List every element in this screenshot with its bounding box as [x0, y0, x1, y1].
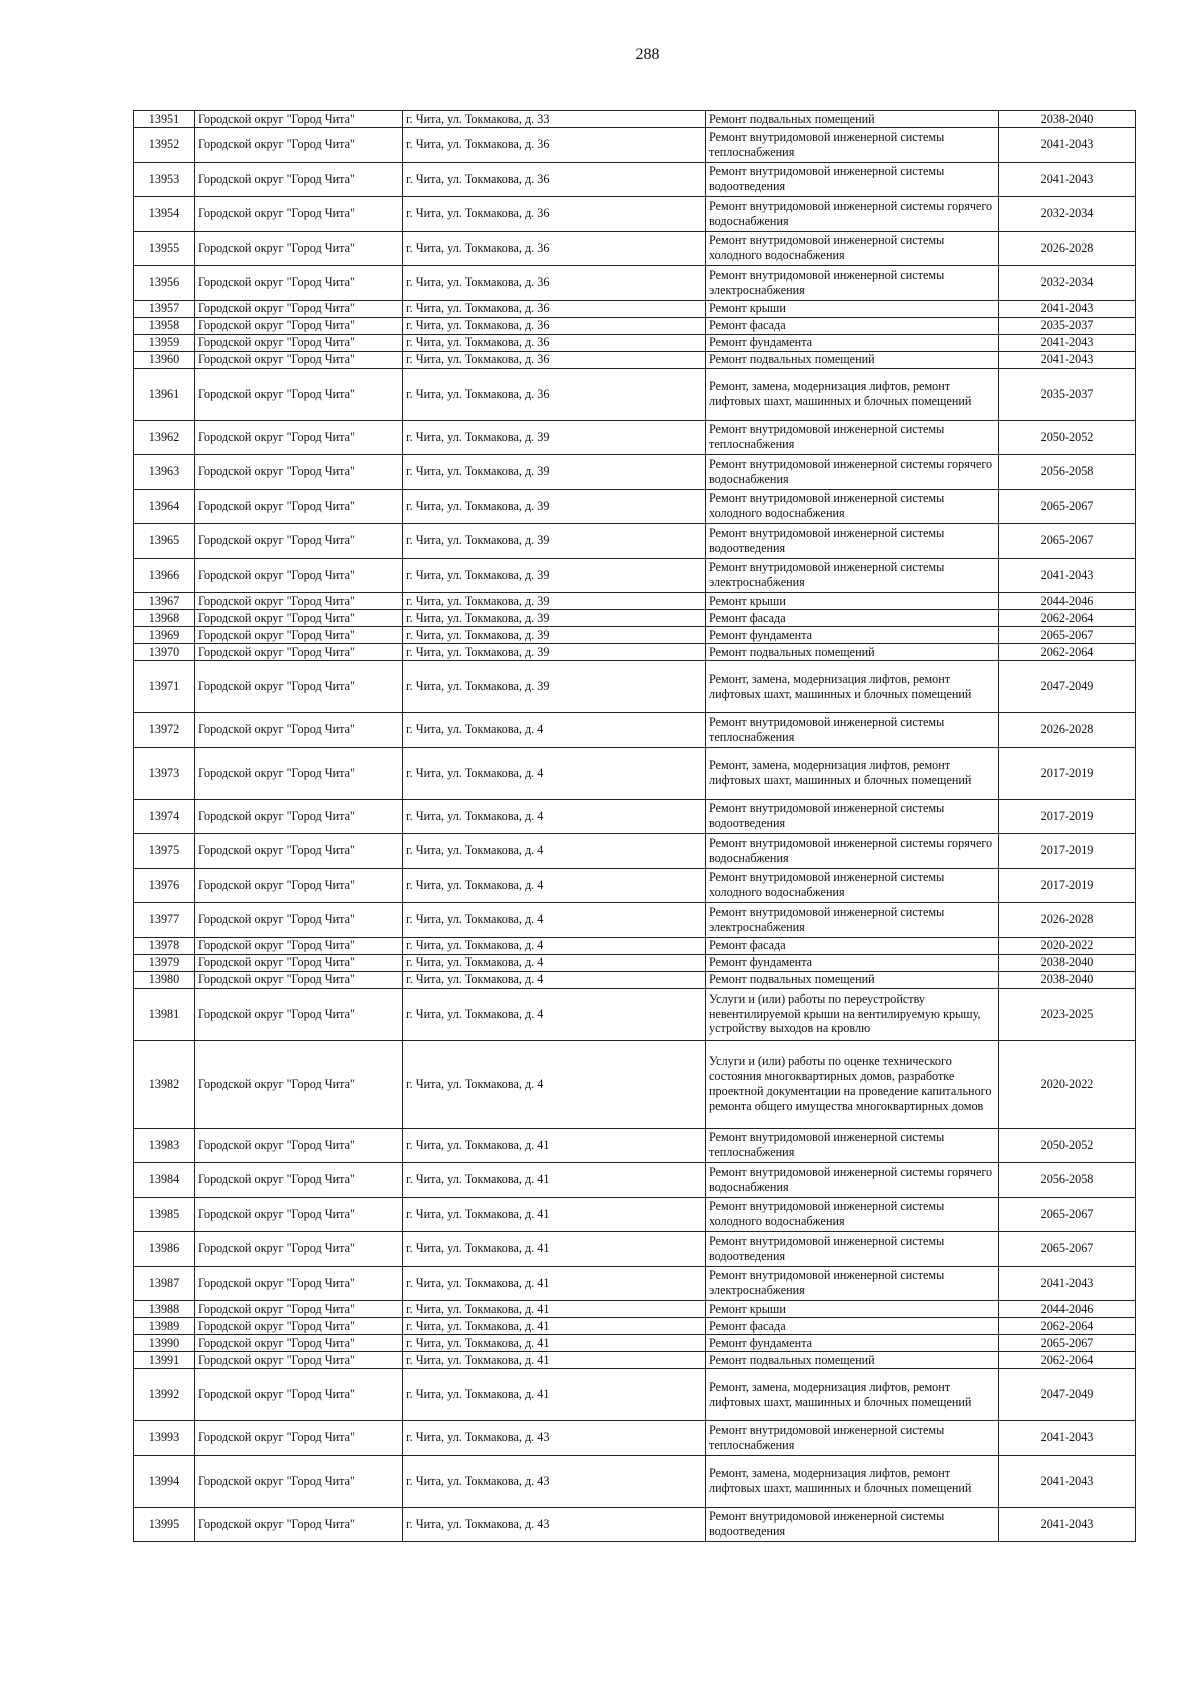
address-cell: г. Чита, ул. Токмакова, д. 4	[403, 937, 706, 954]
address-cell: г. Чита, ул. Токмакова, д. 41	[403, 1232, 706, 1267]
table-row	[134, 1421, 1136, 1456]
municipality-cell: Городской округ "Город Чита"	[195, 1301, 403, 1318]
row-number: 13963	[134, 455, 195, 490]
municipality-cell: Городской округ "Город Чита"	[195, 834, 403, 869]
row-number: 13993	[134, 1421, 195, 1456]
table-row	[134, 954, 1136, 971]
municipality-cell: Городской округ "Город Чита"	[195, 713, 403, 748]
period-cell: 2020-2022	[999, 937, 1136, 954]
work-type-cell: Ремонт внутридомовой инженерной системы горячего водоснабжения	[706, 197, 999, 232]
period-cell: 2044-2046	[999, 593, 1136, 610]
work-type-cell: Услуги и (или) работы по переустройству невентилируемой крыши на вентилируемую крышу, устройству выходов на кровлю	[706, 988, 999, 1040]
address-cell: г. Чита, ул. Токмакова, д. 41	[403, 1301, 706, 1318]
table-row	[134, 1352, 1136, 1369]
municipality-cell: Городской округ "Город Чита"	[195, 1163, 403, 1198]
work-type-cell: Ремонт, замена, модернизация лифтов, ремонт лифтовых шахт, машинных и блочных помещений	[706, 661, 999, 713]
municipality-cell: Городской округ "Город Чита"	[195, 1197, 403, 1232]
address-cell: г. Чита, ул. Токмакова, д. 36	[403, 266, 706, 301]
table-row	[134, 524, 1136, 559]
municipality-cell: Городской округ "Город Чита"	[195, 593, 403, 610]
period-cell: 2041-2043	[999, 1455, 1136, 1507]
municipality-cell: Городской округ "Город Чита"	[195, 799, 403, 834]
period-cell: 2062-2064	[999, 610, 1136, 627]
municipality-cell: Городской округ "Город Чита"	[195, 868, 403, 903]
row-number: 13982	[134, 1040, 195, 1128]
period-cell: 2026-2028	[999, 231, 1136, 266]
address-cell: г. Чита, ул. Токмакова, д. 4	[403, 868, 706, 903]
municipality-cell: Городской округ "Город Чита"	[195, 351, 403, 368]
work-type-cell: Ремонт внутридомовой инженерной системы теплоснабжения	[706, 420, 999, 455]
period-cell: 2041-2043	[999, 351, 1136, 368]
address-cell: г. Чита, ул. Токмакова, д. 4	[403, 1040, 706, 1128]
period-cell: 2026-2028	[999, 713, 1136, 748]
row-number: 13980	[134, 971, 195, 988]
table-row	[134, 610, 1136, 627]
table-row	[134, 420, 1136, 455]
row-number: 13989	[134, 1318, 195, 1335]
period-cell: 2041-2043	[999, 162, 1136, 197]
row-number: 13970	[134, 644, 195, 661]
table-row	[134, 799, 1136, 834]
address-cell: г. Чита, ул. Токмакова, д. 39	[403, 661, 706, 713]
address-cell: г. Чита, ул. Токмакова, д. 4	[403, 954, 706, 971]
municipality-cell: Городской округ "Город Чита"	[195, 644, 403, 661]
period-cell: 2041-2043	[999, 128, 1136, 163]
table-row	[134, 644, 1136, 661]
address-cell: г. Чита, ул. Токмакова, д. 39	[403, 558, 706, 593]
municipality-cell: Городской округ "Город Чита"	[195, 266, 403, 301]
municipality-cell: Городской округ "Город Чита"	[195, 162, 403, 197]
table-row	[134, 834, 1136, 869]
row-number: 13961	[134, 368, 195, 420]
table-row	[134, 368, 1136, 420]
table-row	[134, 1301, 1136, 1318]
municipality-cell: Городской округ "Город Чита"	[195, 231, 403, 266]
table-row	[134, 1455, 1136, 1507]
row-number: 13955	[134, 231, 195, 266]
address-cell: г. Чита, ул. Токмакова, д. 36	[403, 162, 706, 197]
table-row	[134, 266, 1136, 301]
table-row	[134, 300, 1136, 317]
period-cell: 2041-2043	[999, 1421, 1136, 1456]
work-type-cell: Ремонт внутридомовой инженерной системы водоотведения	[706, 799, 999, 834]
period-cell: 2041-2043	[999, 1507, 1136, 1542]
period-cell: 2065-2067	[999, 627, 1136, 644]
table-row	[134, 937, 1136, 954]
municipality-cell: Городской округ "Город Чита"	[195, 111, 403, 128]
municipality-cell: Городской округ "Город Чита"	[195, 489, 403, 524]
row-number: 13960	[134, 351, 195, 368]
row-number: 13967	[134, 593, 195, 610]
address-cell: г. Чита, ул. Токмакова, д. 4	[403, 747, 706, 799]
work-type-cell: Ремонт внутридомовой инженерной системы водоотведения	[706, 524, 999, 559]
table-row	[134, 162, 1136, 197]
row-number: 13953	[134, 162, 195, 197]
municipality-cell: Городской округ "Город Чита"	[195, 1421, 403, 1456]
period-cell: 2026-2028	[999, 903, 1136, 938]
work-type-cell: Ремонт внутридомовой инженерной системы теплоснабжения	[706, 713, 999, 748]
table-row	[134, 334, 1136, 351]
work-type-cell: Ремонт, замена, модернизация лифтов, ремонт лифтовых шахт, машинных и блочных помещений	[706, 368, 999, 420]
work-type-cell: Ремонт фундамента	[706, 334, 999, 351]
work-type-cell: Ремонт внутридомовой инженерной системы водоотведения	[706, 1507, 999, 1542]
address-cell: г. Чита, ул. Токмакова, д. 4	[403, 713, 706, 748]
municipality-cell: Городской округ "Город Чита"	[195, 558, 403, 593]
table-row	[134, 1128, 1136, 1163]
period-cell: 2062-2064	[999, 1318, 1136, 1335]
period-cell: 2065-2067	[999, 489, 1136, 524]
period-cell: 2020-2022	[999, 1040, 1136, 1128]
row-number: 13981	[134, 988, 195, 1040]
municipality-cell: Городской округ "Город Чита"	[195, 954, 403, 971]
work-type-cell: Ремонт внутридомовой инженерной системы холодного водоснабжения	[706, 489, 999, 524]
work-type-cell: Ремонт внутридомовой инженерной системы теплоснабжения	[706, 1421, 999, 1456]
row-number: 13952	[134, 128, 195, 163]
table-row	[134, 868, 1136, 903]
period-cell: 2065-2067	[999, 524, 1136, 559]
address-cell: г. Чита, ул. Токмакова, д. 36	[403, 317, 706, 334]
table-row	[134, 128, 1136, 163]
row-number: 13986	[134, 1232, 195, 1267]
work-type-cell: Ремонт фасада	[706, 317, 999, 334]
municipality-cell: Городской округ "Город Чита"	[195, 128, 403, 163]
period-cell: 2062-2064	[999, 644, 1136, 661]
address-cell: г. Чита, ул. Токмакова, д. 43	[403, 1421, 706, 1456]
period-cell: 2041-2043	[999, 300, 1136, 317]
municipality-cell: Городской округ "Город Чита"	[195, 1455, 403, 1507]
row-number: 13988	[134, 1301, 195, 1318]
address-cell: г. Чита, ул. Токмакова, д. 39	[403, 420, 706, 455]
work-type-cell: Ремонт подвальных помещений	[706, 1352, 999, 1369]
table-row	[134, 1163, 1136, 1198]
work-type-cell: Ремонт крыши	[706, 593, 999, 610]
period-cell: 2035-2037	[999, 317, 1136, 334]
row-number: 13978	[134, 937, 195, 954]
table-row	[134, 1197, 1136, 1232]
row-number: 13972	[134, 713, 195, 748]
address-cell: г. Чита, ул. Токмакова, д. 4	[403, 971, 706, 988]
row-number: 13958	[134, 317, 195, 334]
municipality-cell: Городской округ "Город Чита"	[195, 988, 403, 1040]
row-number: 13995	[134, 1507, 195, 1542]
municipality-cell: Городской округ "Город Чита"	[195, 747, 403, 799]
period-cell: 2038-2040	[999, 954, 1136, 971]
work-type-cell: Ремонт внутридомовой инженерной системы водоотведения	[706, 1232, 999, 1267]
address-cell: г. Чита, ул. Токмакова, д. 41	[403, 1163, 706, 1198]
work-type-cell: Ремонт внутридомовой инженерной системы теплоснабжения	[706, 128, 999, 163]
period-cell: 2056-2058	[999, 1163, 1136, 1198]
row-number: 13976	[134, 868, 195, 903]
table-row	[134, 971, 1136, 988]
period-cell: 2047-2049	[999, 661, 1136, 713]
row-number: 13951	[134, 111, 195, 128]
municipality-cell: Городской округ "Город Чита"	[195, 661, 403, 713]
municipality-cell: Городской округ "Город Чита"	[195, 524, 403, 559]
work-type-cell: Ремонт, замена, модернизация лифтов, ремонт лифтовых шахт, машинных и блочных помещений	[706, 747, 999, 799]
period-cell: 2017-2019	[999, 868, 1136, 903]
address-cell: г. Чита, ул. Токмакова, д. 36	[403, 197, 706, 232]
table-row	[134, 351, 1136, 368]
row-number: 13959	[134, 334, 195, 351]
work-type-cell: Ремонт подвальных помещений	[706, 111, 999, 128]
table-row	[134, 1318, 1136, 1335]
period-cell: 2050-2052	[999, 1128, 1136, 1163]
table-row	[134, 1507, 1136, 1542]
municipality-cell: Городской округ "Город Чита"	[195, 610, 403, 627]
municipality-cell: Городской округ "Город Чита"	[195, 1369, 403, 1421]
municipality-cell: Городской округ "Город Чита"	[195, 300, 403, 317]
work-type-cell: Ремонт внутридомовой инженерной системы горячего водоснабжения	[706, 834, 999, 869]
period-cell: 2017-2019	[999, 747, 1136, 799]
work-type-cell: Ремонт, замена, модернизация лифтов, ремонт лифтовых шахт, машинных и блочных помещений	[706, 1455, 999, 1507]
period-cell: 2062-2064	[999, 1352, 1136, 1369]
work-type-cell: Ремонт внутридомовой инженерной системы холодного водоснабжения	[706, 231, 999, 266]
address-cell: г. Чита, ул. Токмакова, д. 39	[403, 455, 706, 490]
table-row	[134, 627, 1136, 644]
work-type-cell: Ремонт внутридомовой инженерной системы холодного водоснабжения	[706, 1197, 999, 1232]
municipality-cell: Городской округ "Город Чита"	[195, 1507, 403, 1542]
period-cell: 2032-2034	[999, 266, 1136, 301]
table-body	[134, 111, 1136, 1542]
repair-schedule-table	[133, 110, 1136, 1542]
address-cell: г. Чита, ул. Токмакова, д. 4	[403, 903, 706, 938]
work-type-cell: Ремонт подвальных помещений	[706, 971, 999, 988]
work-type-cell: Ремонт внутридомовой инженерной системы электроснабжения	[706, 1266, 999, 1301]
period-cell: 2047-2049	[999, 1369, 1136, 1421]
table-row	[134, 1335, 1136, 1352]
period-cell: 2065-2067	[999, 1335, 1136, 1352]
row-number: 13985	[134, 1197, 195, 1232]
address-cell: г. Чита, ул. Токмакова, д. 41	[403, 1266, 706, 1301]
work-type-cell: Ремонт внутридомовой инженерной системы горячего водоснабжения	[706, 1163, 999, 1198]
work-type-cell: Ремонт внутридомовой инженерной системы теплоснабжения	[706, 1128, 999, 1163]
address-cell: г. Чита, ул. Токмакова, д. 41	[403, 1335, 706, 1352]
row-number: 13983	[134, 1128, 195, 1163]
municipality-cell: Городской округ "Город Чита"	[195, 937, 403, 954]
address-cell: г. Чита, ул. Токмакова, д. 39	[403, 489, 706, 524]
municipality-cell: Городской округ "Город Чита"	[195, 317, 403, 334]
address-cell: г. Чита, ул. Токмакова, д. 39	[403, 627, 706, 644]
table-row	[134, 747, 1136, 799]
table-row	[134, 988, 1136, 1040]
municipality-cell: Городской округ "Город Чита"	[195, 1040, 403, 1128]
row-number: 13973	[134, 747, 195, 799]
period-cell: 2041-2043	[999, 558, 1136, 593]
municipality-cell: Городской округ "Город Чита"	[195, 455, 403, 490]
work-type-cell: Ремонт фундамента	[706, 1335, 999, 1352]
table-row	[134, 593, 1136, 610]
row-number: 13964	[134, 489, 195, 524]
work-type-cell: Ремонт, замена, модернизация лифтов, ремонт лифтовых шахт, машинных и блочных помещений	[706, 1369, 999, 1421]
address-cell: г. Чита, ул. Токмакова, д. 39	[403, 524, 706, 559]
row-number: 13956	[134, 266, 195, 301]
row-number: 13969	[134, 627, 195, 644]
table-row	[134, 1040, 1136, 1128]
address-cell: г. Чита, ул. Токмакова, д. 36	[403, 300, 706, 317]
address-cell: г. Чита, ул. Токмакова, д. 39	[403, 644, 706, 661]
table-row	[134, 1369, 1136, 1421]
page-number: 288	[635, 46, 660, 63]
row-number: 13979	[134, 954, 195, 971]
address-cell: г. Чита, ул. Токмакова, д. 4	[403, 834, 706, 869]
period-cell: 2032-2034	[999, 197, 1136, 232]
work-type-cell: Ремонт внутридомовой инженерной системы холодного водоснабжения	[706, 868, 999, 903]
period-cell: 2017-2019	[999, 834, 1136, 869]
address-cell: г. Чита, ул. Токмакова, д. 39	[403, 593, 706, 610]
municipality-cell: Городской округ "Город Чита"	[195, 1318, 403, 1335]
address-cell: г. Чита, ул. Токмакова, д. 4	[403, 799, 706, 834]
municipality-cell: Городской округ "Город Чита"	[195, 368, 403, 420]
address-cell: г. Чита, ул. Токмакова, д. 41	[403, 1128, 706, 1163]
period-cell: 2041-2043	[999, 334, 1136, 351]
address-cell: г. Чита, ул. Токмакова, д. 36	[403, 351, 706, 368]
row-number: 13968	[134, 610, 195, 627]
row-number: 13992	[134, 1369, 195, 1421]
work-type-cell: Ремонт внутридомовой инженерной системы водоотведения	[706, 162, 999, 197]
work-type-cell: Ремонт крыши	[706, 1301, 999, 1318]
table-row	[134, 489, 1136, 524]
municipality-cell: Городской округ "Город Чита"	[195, 420, 403, 455]
work-type-cell: Ремонт внутридомовой инженерной системы электроснабжения	[706, 903, 999, 938]
row-number: 13990	[134, 1335, 195, 1352]
municipality-cell: Городской округ "Город Чита"	[195, 1128, 403, 1163]
period-cell: 2035-2037	[999, 368, 1136, 420]
work-type-cell: Ремонт фундамента	[706, 627, 999, 644]
period-cell: 2065-2067	[999, 1197, 1136, 1232]
address-cell: г. Чита, ул. Токмакова, д. 41	[403, 1197, 706, 1232]
table-row	[134, 1232, 1136, 1267]
row-number: 13965	[134, 524, 195, 559]
municipality-cell: Городской округ "Город Чита"	[195, 1266, 403, 1301]
row-number: 13971	[134, 661, 195, 713]
work-type-cell: Ремонт внутридомовой инженерной системы электроснабжения	[706, 558, 999, 593]
table-row	[134, 111, 1136, 128]
table-row	[134, 903, 1136, 938]
table-row	[134, 231, 1136, 266]
address-cell: г. Чита, ул. Токмакова, д. 43	[403, 1507, 706, 1542]
work-type-cell: Ремонт подвальных помещений	[706, 351, 999, 368]
work-type-cell: Ремонт фасада	[706, 1318, 999, 1335]
period-cell: 2038-2040	[999, 111, 1136, 128]
table-row	[134, 197, 1136, 232]
table-row	[134, 661, 1136, 713]
period-cell: 2056-2058	[999, 455, 1136, 490]
row-number: 13994	[134, 1455, 195, 1507]
address-cell: г. Чита, ул. Токмакова, д. 43	[403, 1455, 706, 1507]
address-cell: г. Чита, ул. Токмакова, д. 41	[403, 1318, 706, 1335]
address-cell: г. Чита, ул. Токмакова, д. 33	[403, 111, 706, 128]
table-row	[134, 713, 1136, 748]
row-number: 13962	[134, 420, 195, 455]
municipality-cell: Городской округ "Город Чита"	[195, 1232, 403, 1267]
work-type-cell: Ремонт внутридомовой инженерной системы горячего водоснабжения	[706, 455, 999, 490]
municipality-cell: Городской округ "Город Чита"	[195, 197, 403, 232]
row-number: 13954	[134, 197, 195, 232]
work-type-cell: Ремонт крыши	[706, 300, 999, 317]
municipality-cell: Городской округ "Город Чита"	[195, 1352, 403, 1369]
row-number: 13966	[134, 558, 195, 593]
work-type-cell: Услуги и (или) работы по оценке технического состояния многоквартирных домов, разработке проектной документации на проведение капитального ремонта общего имущества многоквартирных домов	[706, 1040, 999, 1128]
row-number: 13977	[134, 903, 195, 938]
address-cell: г. Чита, ул. Токмакова, д. 4	[403, 988, 706, 1040]
period-cell: 2023-2025	[999, 988, 1136, 1040]
address-cell: г. Чита, ул. Токмакова, д. 41	[403, 1369, 706, 1421]
period-cell: 2038-2040	[999, 971, 1136, 988]
table-row	[134, 317, 1136, 334]
row-number: 13987	[134, 1266, 195, 1301]
address-cell: г. Чита, ул. Токмакова, д. 41	[403, 1352, 706, 1369]
row-number: 13974	[134, 799, 195, 834]
work-type-cell: Ремонт фундамента	[706, 954, 999, 971]
address-cell: г. Чита, ул. Токмакова, д. 39	[403, 610, 706, 627]
address-cell: г. Чита, ул. Токмакова, д. 36	[403, 231, 706, 266]
row-number: 13957	[134, 300, 195, 317]
table-row	[134, 455, 1136, 490]
address-cell: г. Чита, ул. Токмакова, д. 36	[403, 334, 706, 351]
table-row	[134, 558, 1136, 593]
row-number: 13991	[134, 1352, 195, 1369]
period-cell: 2044-2046	[999, 1301, 1136, 1318]
municipality-cell: Городской округ "Город Чита"	[195, 1335, 403, 1352]
row-number: 13984	[134, 1163, 195, 1198]
work-type-cell: Ремонт фасада	[706, 937, 999, 954]
table-row	[134, 1266, 1136, 1301]
period-cell: 2050-2052	[999, 420, 1136, 455]
period-cell: 2041-2043	[999, 1266, 1136, 1301]
row-number: 13975	[134, 834, 195, 869]
address-cell: г. Чита, ул. Токмакова, д. 36	[403, 128, 706, 163]
work-type-cell: Ремонт подвальных помещений	[706, 644, 999, 661]
municipality-cell: Городской округ "Город Чита"	[195, 903, 403, 938]
address-cell: г. Чита, ул. Токмакова, д. 36	[403, 368, 706, 420]
municipality-cell: Городской округ "Город Чита"	[195, 334, 403, 351]
municipality-cell: Городской округ "Город Чита"	[195, 627, 403, 644]
period-cell: 2017-2019	[999, 799, 1136, 834]
work-type-cell: Ремонт внутридомовой инженерной системы электроснабжения	[706, 266, 999, 301]
municipality-cell: Городской округ "Город Чита"	[195, 971, 403, 988]
period-cell: 2065-2067	[999, 1232, 1136, 1267]
work-type-cell: Ремонт фасада	[706, 610, 999, 627]
